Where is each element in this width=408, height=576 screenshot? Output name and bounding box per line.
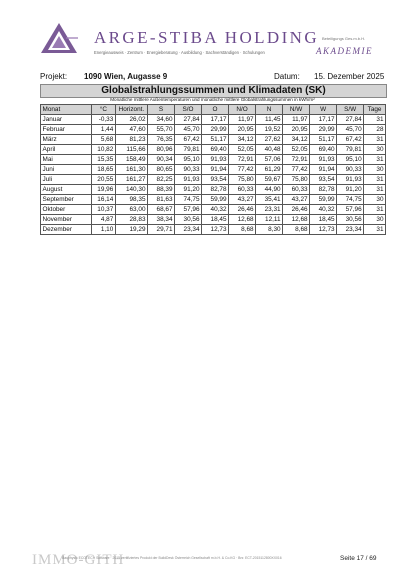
value-cell: 30	[364, 195, 386, 205]
value-cell: 23,34	[337, 225, 364, 235]
value-cell: 12,68	[229, 215, 256, 225]
value-cell: 40,48	[256, 145, 283, 155]
value-cell: 34,60	[148, 115, 175, 125]
value-cell: 20,95	[229, 125, 256, 135]
value-cell: 44,90	[256, 185, 283, 195]
value-cell: 82,25	[148, 175, 175, 185]
letterhead	[40, 22, 380, 60]
value-cell: 52,05	[283, 145, 310, 155]
value-cell: 57,96	[337, 205, 364, 215]
value-cell: 74,75	[337, 195, 364, 205]
value-cell: 80,65	[148, 165, 175, 175]
akademie-label: AKADEMIE	[316, 46, 373, 56]
month-cell: Januar	[41, 115, 92, 125]
value-cell: 19,96	[91, 185, 115, 195]
column-header: Monat	[41, 105, 92, 115]
value-cell: 158,49	[115, 155, 147, 165]
table-row	[41, 215, 386, 225]
value-cell: 31	[364, 115, 386, 125]
value-cell: 16,14	[91, 195, 115, 205]
value-cell: 11,97	[229, 115, 256, 125]
month-cell: August	[41, 185, 92, 195]
value-cell: 115,66	[115, 145, 147, 155]
value-cell: 81,23	[115, 135, 147, 145]
table-title: Globalstrahlungssummen und Klimadaten (SK)	[40, 84, 387, 98]
value-cell: 52,05	[229, 145, 256, 155]
value-cell: 57,06	[256, 155, 283, 165]
value-cell: 82,78	[202, 185, 229, 195]
value-cell: 8,68	[283, 225, 310, 235]
value-cell: 30,56	[175, 215, 202, 225]
value-cell: 29,99	[310, 125, 337, 135]
value-cell: 63,00	[115, 205, 147, 215]
value-cell: 140,30	[115, 185, 147, 195]
value-cell: 34,12	[283, 135, 310, 145]
value-cell: 30	[364, 145, 386, 155]
value-cell: 27,62	[256, 135, 283, 145]
value-cell: 75,80	[283, 175, 310, 185]
value-cell: 27,84	[337, 115, 364, 125]
value-cell: 81,63	[148, 195, 175, 205]
table-header-row	[41, 105, 386, 115]
value-cell: 61,29	[256, 165, 283, 175]
value-cell: 69,40	[310, 145, 337, 155]
value-cell: 45,70	[337, 125, 364, 135]
value-cell: 29,99	[202, 125, 229, 135]
value-cell: 17,17	[310, 115, 337, 125]
month-cell: Juli	[41, 175, 92, 185]
company-suffix: Beteiligungs Ges.m.b.H.	[322, 36, 366, 41]
value-cell: 12,11	[256, 215, 283, 225]
value-cell: 69,40	[202, 145, 229, 155]
table-row	[41, 135, 386, 145]
table-row	[41, 165, 386, 175]
footer-software-note: Bauphysik ECOTECH Software · 2015 zertifiziertes Produkt der BuildDesk Österreich Gesellschaft m.b.H. & Co.KG · Bnr. ECT-2015112800XX016	[62, 556, 282, 560]
value-cell: 35,41	[256, 195, 283, 205]
value-cell: 30	[364, 215, 386, 225]
value-cell: -0,33	[91, 115, 115, 125]
value-cell: 93,54	[310, 175, 337, 185]
column-header: N	[256, 105, 283, 115]
table-row	[41, 205, 386, 215]
value-cell: 76,35	[148, 135, 175, 145]
value-cell: 31	[364, 205, 386, 215]
date-label: Datum:	[274, 72, 300, 81]
value-cell: 26,46	[283, 205, 310, 215]
value-cell: 28	[364, 125, 386, 135]
value-cell: 23,34	[175, 225, 202, 235]
month-cell: Mai	[41, 155, 92, 165]
value-cell: 4,87	[91, 215, 115, 225]
value-cell: 59,67	[256, 175, 283, 185]
value-cell: 12,73	[310, 225, 337, 235]
table-row	[41, 125, 386, 135]
month-cell: April	[41, 145, 92, 155]
value-cell: 82,78	[310, 185, 337, 195]
value-cell: 91,20	[175, 185, 202, 195]
value-cell: 95,10	[337, 155, 364, 165]
value-cell: 26,02	[115, 115, 147, 125]
table-row	[41, 225, 386, 235]
value-cell: 20,55	[91, 175, 115, 185]
value-cell: 59,99	[310, 195, 337, 205]
value-cell: 30	[364, 165, 386, 175]
value-cell: 30,56	[337, 215, 364, 225]
value-cell: 161,27	[115, 175, 147, 185]
column-header: W	[310, 105, 337, 115]
value-cell: 1,44	[91, 125, 115, 135]
value-cell: 43,27	[283, 195, 310, 205]
value-cell: 28,83	[115, 215, 147, 225]
value-cell: 31	[364, 185, 386, 195]
month-cell: September	[41, 195, 92, 205]
company-logo-triangle-icon	[40, 22, 78, 54]
value-cell: 5,68	[91, 135, 115, 145]
value-cell: 80,96	[148, 145, 175, 155]
value-cell: 18,45	[202, 215, 229, 225]
table-row	[41, 115, 386, 125]
table-body	[41, 115, 386, 235]
value-cell: 55,70	[148, 125, 175, 135]
value-cell: 11,45	[256, 115, 283, 125]
value-cell: 51,17	[202, 135, 229, 145]
value-cell: 91,94	[202, 165, 229, 175]
date-value: 15. Dezember 2025	[314, 72, 385, 81]
company-tagline: Energieausweis · Zentrum · Energieberatung · Ausbildung · Sachverständigen · Schulungen	[94, 50, 265, 55]
value-cell: 90,33	[175, 165, 202, 175]
value-cell: 29,71	[148, 225, 175, 235]
column-header: N/W	[283, 105, 310, 115]
value-cell: 57,96	[175, 205, 202, 215]
value-cell: 17,17	[202, 115, 229, 125]
page-number: Seite 17 / 69	[340, 555, 377, 562]
value-cell: 68,67	[148, 205, 175, 215]
value-cell: 74,75	[175, 195, 202, 205]
value-cell: 10,37	[91, 205, 115, 215]
value-cell: 47,60	[115, 125, 147, 135]
month-cell: Februar	[41, 125, 92, 135]
climate-data-table	[40, 104, 386, 235]
company-name: ARGE-STIBA HOLDING	[94, 28, 319, 47]
month-cell: November	[41, 215, 92, 225]
value-cell: 60,33	[229, 185, 256, 195]
column-header: N/O	[229, 105, 256, 115]
value-cell: 18,65	[91, 165, 115, 175]
value-cell: 40,32	[202, 205, 229, 215]
value-cell: 88,39	[148, 185, 175, 195]
table-row	[41, 155, 386, 165]
value-cell: 79,81	[175, 145, 202, 155]
value-cell: 15,35	[91, 155, 115, 165]
value-cell: 60,33	[283, 185, 310, 195]
value-cell: 91,93	[310, 155, 337, 165]
value-cell: 31	[364, 175, 386, 185]
column-header: °C	[91, 105, 115, 115]
value-cell: 20,95	[283, 125, 310, 135]
column-header: Horizont.	[115, 105, 147, 115]
value-cell: 161,30	[115, 165, 147, 175]
value-cell: 91,93	[202, 155, 229, 165]
month-cell: Juni	[41, 165, 92, 175]
value-cell: 59,99	[202, 195, 229, 205]
value-cell: 34,12	[229, 135, 256, 145]
table-row	[41, 175, 386, 185]
value-cell: 72,91	[229, 155, 256, 165]
project-value: 1090 Wien, Augasse 9	[84, 72, 168, 81]
month-cell: Oktober	[41, 205, 92, 215]
value-cell: 72,91	[283, 155, 310, 165]
value-cell: 19,29	[115, 225, 147, 235]
value-cell: 77,42	[283, 165, 310, 175]
column-header: O	[202, 105, 229, 115]
value-cell: 11,97	[283, 115, 310, 125]
value-cell: 18,45	[310, 215, 337, 225]
value-cell: 12,73	[202, 225, 229, 235]
table-subtitle: Monatliche mittlere Außentemperaturen und monatliche mittlere Globalstrahlungssummen in kWh/m²	[110, 97, 315, 102]
value-cell: 91,94	[310, 165, 337, 175]
value-cell: 19,52	[256, 125, 283, 135]
value-cell: 95,10	[175, 155, 202, 165]
value-cell: 79,81	[337, 145, 364, 155]
value-cell: 43,27	[229, 195, 256, 205]
table-row	[41, 145, 386, 155]
value-cell: 91,20	[337, 185, 364, 195]
project-line	[40, 72, 385, 84]
value-cell: 90,33	[337, 165, 364, 175]
value-cell: 12,68	[283, 215, 310, 225]
project-label: Projekt:	[40, 72, 68, 81]
month-cell: März	[41, 135, 92, 145]
table-row	[41, 185, 386, 195]
value-cell: 77,42	[229, 165, 256, 175]
table-row	[41, 195, 386, 205]
value-cell: 31	[364, 155, 386, 165]
column-header: S	[148, 105, 175, 115]
value-cell: 75,80	[229, 175, 256, 185]
value-cell: 31	[364, 225, 386, 235]
value-cell: 67,42	[175, 135, 202, 145]
value-cell: 93,54	[202, 175, 229, 185]
column-header: S/O	[175, 105, 202, 115]
footer-logo: IMMO-GITH	[32, 552, 125, 568]
value-cell: 10,82	[91, 145, 115, 155]
value-cell: 40,32	[310, 205, 337, 215]
column-header: Tage	[364, 105, 386, 115]
month-cell: Dezember	[41, 225, 92, 235]
value-cell: 91,93	[337, 175, 364, 185]
value-cell: 98,35	[115, 195, 147, 205]
value-cell: 8,30	[256, 225, 283, 235]
value-cell: 45,70	[175, 125, 202, 135]
value-cell: 91,93	[175, 175, 202, 185]
value-cell: 31	[364, 135, 386, 145]
value-cell: 67,42	[337, 135, 364, 145]
value-cell: 38,34	[148, 215, 175, 225]
value-cell: 1,10	[91, 225, 115, 235]
value-cell: 23,31	[256, 205, 283, 215]
value-cell: 26,46	[229, 205, 256, 215]
value-cell: 90,34	[148, 155, 175, 165]
column-header: S/W	[337, 105, 364, 115]
value-cell: 8,68	[229, 225, 256, 235]
value-cell: 27,84	[175, 115, 202, 125]
value-cell: 51,17	[310, 135, 337, 145]
